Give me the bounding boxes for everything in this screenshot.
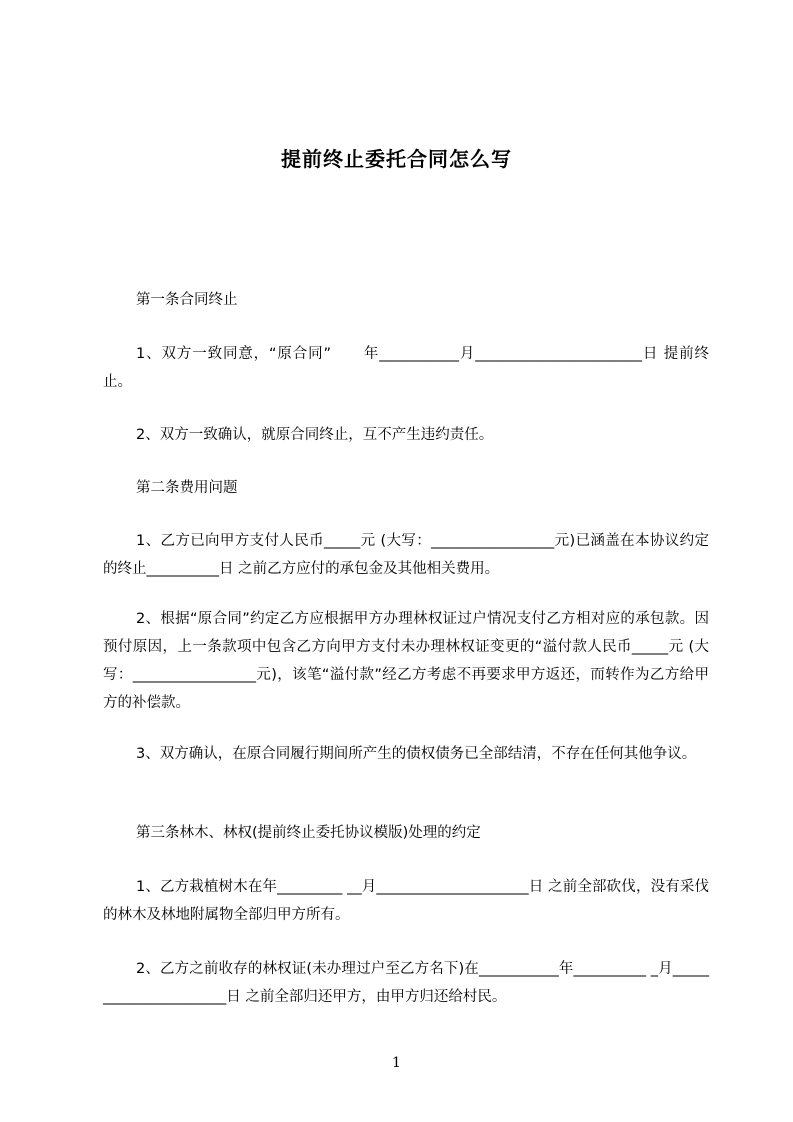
document-title: 提前终止委托合同怎么写 (281, 147, 512, 171)
section-heading-2: 第二条费用问题 (136, 480, 238, 496)
paragraph-2-1: 1、乙方已向甲方支付人民币_____元 (大写：_________________元)已涵盖在本协议约定的终止__________日 之前乙方应付的承包金及其他相关费用。 (103, 533, 709, 577)
paragraph-1-1: 1、双方一致同意，“原合同” 年___________月_______________________日 提前终止。 (103, 346, 709, 390)
page-number: 1 (392, 1055, 401, 1071)
paragraph-3-2: 2、乙方之前收存的林权证(未办理过户至乙方名下)在___________年__________ _月______________________日 之前全部归还甲方，由甲方归还给村民。 (103, 961, 709, 1005)
paragraph-3-1: 1、乙方栽植树木在年_________ __月_____________________日 之前全部砍伐，没有采伐的林木及林地附属物全部归甲方所有。 (103, 879, 709, 923)
section-heading-3: 第三条林木、林权(提前终止委托协议模版)处理的约定 (136, 825, 481, 841)
paragraph-2-2: 2、根据“原合同”约定乙方应根据甲方办理林权证过户情况支付乙方相对应的承包款。因预付原因，上一条款项中包含乙方向甲方支付未办理林权证变更的“溢付款人民币_____元 (大写：_________________元)，该笔“溢付款”经乙方考虑不再要求甲方返还，而转作为乙方给甲方的补偿款。 (103, 611, 709, 711)
paragraph-1-2: 2、双方一致确认，就原合同终止，互不产生违约责任。 (136, 427, 494, 443)
section-heading-1: 第一条合同终止 (136, 292, 238, 308)
paragraph-2-3: 3、双方确认，在原合同履行期间所产生的债权债务已全部结清，不存在任何其他争议。 (136, 746, 697, 762)
